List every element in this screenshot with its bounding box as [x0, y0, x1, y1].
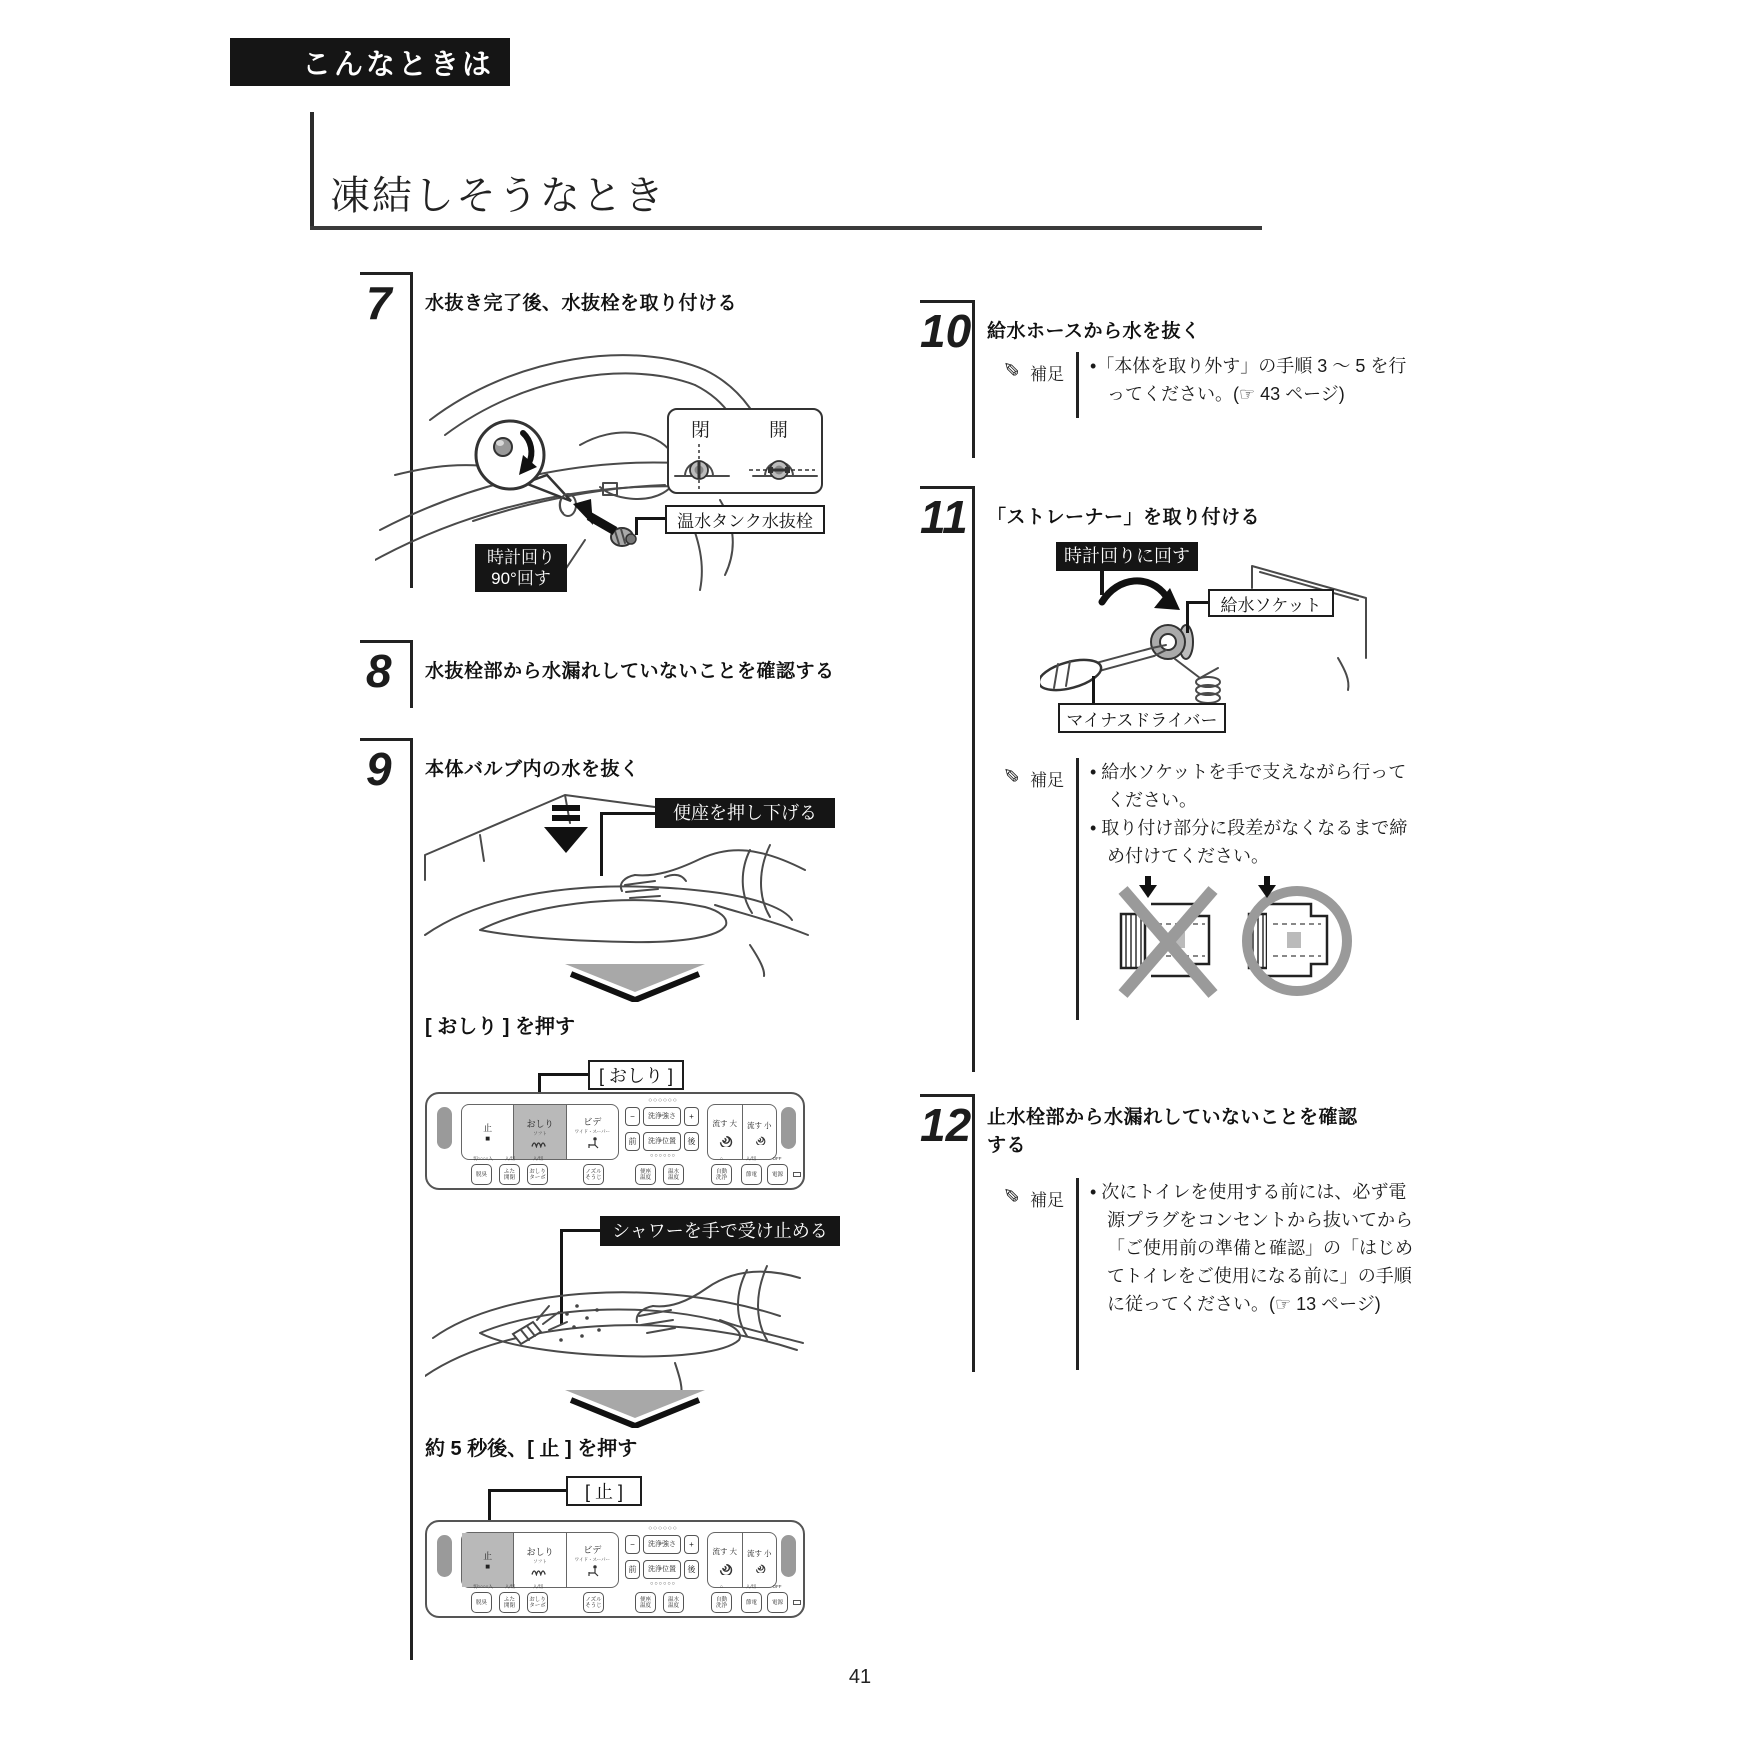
- push-seat-leader-v: [600, 812, 603, 876]
- stop-callout-leader-v: [488, 1489, 491, 1523]
- oshiri-turbo-button[interactable]: おしり ターボ: [527, 1592, 548, 1613]
- strength-label: 洗浄強さ: [643, 1107, 681, 1126]
- note12-text: • 次にトイレを使用する前には、必ず電源プラグをコンセントから抜いてから「ご使用前の準備と確認」の「はじめてトイレをご使用になる前に」の手順に従ってください。(☞ 13 ページ): [1090, 1182, 1413, 1314]
- remote-right-grip[interactable]: [781, 1107, 796, 1149]
- oshiri-spray-icon: [531, 1138, 549, 1148]
- tank-plug-label: 温水タンク水抜栓: [665, 505, 825, 534]
- tank-plug-leader-v: [635, 517, 638, 535]
- step8-rule-v: [410, 640, 413, 708]
- step8-heading: 水抜栓部から水漏れしていないことを確認する: [425, 661, 835, 682]
- screwdriver-leader: [1092, 676, 1095, 704]
- nozzle-clean-button[interactable]: ノズル そうじ: [583, 1592, 604, 1613]
- strength-minus-button[interactable]: −: [625, 1107, 640, 1126]
- position-indicator-dots: ○○○○○○: [650, 1153, 676, 1159]
- note11-label: 補足: [1030, 771, 1064, 790]
- seat-temp-button[interactable]: 便座 温度: [635, 1592, 656, 1613]
- stop-callout: [ 止 ]: [566, 1476, 642, 1506]
- pencil-icon: ✐: [1003, 766, 1020, 788]
- stop-button[interactable]: 止 ■: [483, 1123, 493, 1143]
- step10-rule-top: [920, 300, 975, 303]
- water-socket-label: 給水ソケット: [1208, 589, 1334, 617]
- step11-rule-top: [920, 486, 975, 489]
- battery-icon: [793, 1172, 801, 1177]
- bidet-icon: [585, 1136, 599, 1150]
- stop-button[interactable]: 止 ■: [462, 1533, 513, 1587]
- flush-button-group: [707, 1104, 777, 1160]
- note11-text: • 給水ソケットを手で支えながら行ってください。 • 取り付け部分に段差がなくなるまで締め付けてください。: [1090, 762, 1408, 866]
- oshiri-button[interactable]: おしり ソフト: [513, 1533, 565, 1587]
- power-button[interactable]: 電源: [767, 1164, 788, 1185]
- wash-button-group: [461, 1104, 619, 1160]
- step11-rule-v: [972, 486, 975, 1072]
- step10-number: 10: [920, 305, 972, 357]
- oshiri-spray-icon: [531, 1566, 549, 1576]
- title-horizontal-rule: [310, 226, 1262, 230]
- step11-heading: 「ストレーナー」を取り付ける: [987, 507, 1261, 528]
- press-oshiri-instruction: [ おしり ] を押す: [425, 1016, 575, 1038]
- step9-rule-top: [360, 738, 413, 741]
- position-front-button[interactable]: 前: [625, 1560, 640, 1579]
- lid-open-close-button[interactable]: ふた 開閉: [499, 1164, 520, 1185]
- power-off-marker: OFF: [772, 1584, 782, 1589]
- strength-indicator-dots: ○○○○○○: [648, 1097, 678, 1104]
- note12-label: 補足: [1030, 1191, 1064, 1210]
- battery-icon: [793, 1600, 801, 1605]
- deodorize-button[interactable]: 脱臭: [471, 1592, 492, 1613]
- flush-button-group: [707, 1532, 777, 1588]
- tank-plug-leader-h: [635, 517, 667, 520]
- note10-text: •「本体を取り外す」の手順 3 〜 5 を行ってください。(☞ 43 ページ): [1090, 356, 1407, 404]
- position-indicator-dots: ○○○○○○: [650, 1581, 676, 1587]
- flush-large-spiral-icon: [716, 1558, 733, 1575]
- auto-flush-button[interactable]: 自動 洗浄: [711, 1592, 732, 1613]
- shower-leader-h: [560, 1229, 602, 1232]
- step9-rule-v: [410, 738, 413, 1660]
- step12-heading: 止水栓部から水漏れしていないことを確認する: [987, 1107, 1358, 1156]
- title-vertical-rule: [310, 112, 314, 226]
- eco-button[interactable]: 節電: [741, 1164, 762, 1185]
- note10-label: 補足: [1030, 365, 1064, 384]
- step8-rule-top: [360, 640, 413, 643]
- nozzle-clean-button[interactable]: ノズル そうじ: [583, 1164, 604, 1185]
- page-title: 凍結しそうなとき: [330, 174, 666, 218]
- turn-clockwise-label: 時計回りに回す: [1056, 542, 1198, 571]
- stop-callout-leader-h: [488, 1489, 568, 1492]
- remote-control-panel-2: [425, 1520, 805, 1618]
- seat-temp-button[interactable]: 便座 温度: [635, 1164, 656, 1185]
- power-button[interactable]: 電源: [767, 1592, 788, 1613]
- push-seat-label: 便座を押し下げる: [655, 798, 835, 828]
- eco-button[interactable]: 節電: [741, 1592, 762, 1613]
- push-seat-leader-h: [600, 812, 658, 815]
- flush-small-spiral-icon: [753, 1132, 766, 1145]
- lid-open-close-button[interactable]: ふた 開閉: [499, 1592, 520, 1613]
- plug-position-glyphs: [669, 410, 820, 491]
- bidet-button[interactable]: ビデ ワイド・スーパー: [566, 1533, 618, 1587]
- inset-open-label: 開: [769, 420, 789, 441]
- water-temp-button[interactable]: 温水 温度: [663, 1164, 684, 1185]
- clockwise-90-label: 時計回り 90°回す: [475, 544, 567, 592]
- eco-marker: 入/切: [745, 1156, 757, 1161]
- pencil-icon: ✐: [1003, 1186, 1020, 1208]
- flush-small-button[interactable]: 流す 小: [742, 1105, 777, 1159]
- wash-button-group: [461, 1532, 619, 1588]
- note11-bar: [1076, 758, 1079, 1020]
- strength-minus-button[interactable]: −: [625, 1535, 640, 1554]
- open-close-inset: [667, 408, 823, 494]
- stop-icon: ■: [485, 1562, 491, 1571]
- remote-left-grip[interactable]: [437, 1107, 452, 1149]
- step9-number: 9: [366, 743, 392, 795]
- lid-marker: 入/切: [504, 1584, 516, 1589]
- note10-bar: [1076, 352, 1079, 418]
- step12-rule-v: [972, 1094, 975, 1372]
- remote-control-panel: [425, 1092, 805, 1190]
- lid-marker: 入/切: [504, 1156, 516, 1161]
- position-front-button[interactable]: 前: [625, 1132, 640, 1151]
- deodorize-marker: 切○○○○入: [473, 1584, 493, 1589]
- catch-shower-illustration: [425, 1248, 805, 1400]
- strength-plus-button[interactable]: +: [684, 1107, 699, 1126]
- flush-large-spiral-icon: [716, 1130, 733, 1147]
- remote-right-grip[interactable]: [781, 1535, 796, 1577]
- step8-number: 8: [366, 645, 392, 697]
- deodorize-button[interactable]: 脱臭: [471, 1164, 492, 1185]
- down-chevron-arrow: [565, 962, 705, 1002]
- step12-rule-top: [920, 1094, 975, 1097]
- auto-flush-marker: ○: [720, 1584, 723, 1589]
- bidet-button[interactable]: ビデ ワイド・スーパー: [566, 1105, 618, 1159]
- eco-marker: 入/切: [745, 1584, 757, 1589]
- stop-icon: ■: [485, 1134, 491, 1143]
- step11-number: 11: [920, 491, 968, 543]
- strength-plus-button[interactable]: +: [684, 1535, 699, 1554]
- position-back-button[interactable]: 後: [684, 1560, 699, 1579]
- down-chevron-arrow-2: [565, 1388, 705, 1428]
- position-back-button[interactable]: 後: [684, 1132, 699, 1151]
- strength-indicator-dots: ○○○○○○: [648, 1525, 678, 1532]
- turbo-marker: 入/切: [532, 1156, 544, 1161]
- section-banner: [230, 38, 510, 86]
- socket-leader-v: [1186, 601, 1189, 633]
- catch-shower-label: シャワーを手で受け止める: [600, 1216, 840, 1246]
- step9-heading: 本体バルブ内の水を抜く: [425, 759, 640, 780]
- step12-number: 12: [920, 1099, 972, 1151]
- pencil-icon: ✐: [1003, 360, 1020, 382]
- flush-small-spiral-icon: [753, 1560, 766, 1573]
- press-stop-instruction: 約 5 秒後、[ 止 ] を押す: [425, 1438, 638, 1460]
- flush-large-button[interactable]: 流す 大: [708, 1533, 742, 1587]
- step7-heading: 水抜き完了後、水抜栓を取り付ける: [425, 293, 738, 314]
- socket-leader-h: [1186, 601, 1210, 604]
- flat-screwdriver-label: マイナスドライバー: [1058, 703, 1226, 733]
- position-label: 洗浄位置: [643, 1132, 681, 1151]
- step10-heading: 給水ホースから水を抜く: [987, 321, 1201, 342]
- deodorize-marker: 切○○○○入: [473, 1156, 493, 1161]
- water-temp-button[interactable]: 温水 温度: [663, 1592, 684, 1613]
- strainer-illustration: [1040, 560, 1370, 718]
- section-banner-label: こんなときは: [301, 48, 494, 81]
- auto-flush-button[interactable]: 自動 洗浄: [711, 1164, 732, 1185]
- page-number: 41: [848, 1666, 872, 1688]
- power-off-marker: OFF: [772, 1156, 782, 1161]
- turbo-marker: 入/切: [532, 1584, 544, 1589]
- strength-label: 洗浄強さ: [643, 1535, 681, 1554]
- tighten-comparison-illustration: [1115, 876, 1365, 1012]
- flush-small-button[interactable]: 流す 小: [742, 1533, 777, 1587]
- step10-rule-v: [972, 300, 975, 458]
- oshiri-button[interactable]: おしり ソフト: [513, 1105, 565, 1159]
- flush-large-button[interactable]: 流す 大: [708, 1105, 742, 1159]
- auto-flush-marker: ○: [720, 1156, 723, 1161]
- inset-close-label: 閉: [691, 420, 711, 441]
- step7-rule-top: [360, 272, 413, 275]
- oshiri-callout: [ おしり ]: [588, 1060, 684, 1090]
- oshiri-callout-leader-h: [538, 1073, 590, 1076]
- note12-bar: [1076, 1178, 1079, 1370]
- bidet-icon: [585, 1564, 599, 1578]
- position-label: 洗浄位置: [643, 1560, 681, 1579]
- oshiri-turbo-button[interactable]: おしり ターボ: [527, 1164, 548, 1185]
- step7-number: 7: [366, 277, 392, 329]
- remote-left-grip[interactable]: [437, 1535, 452, 1577]
